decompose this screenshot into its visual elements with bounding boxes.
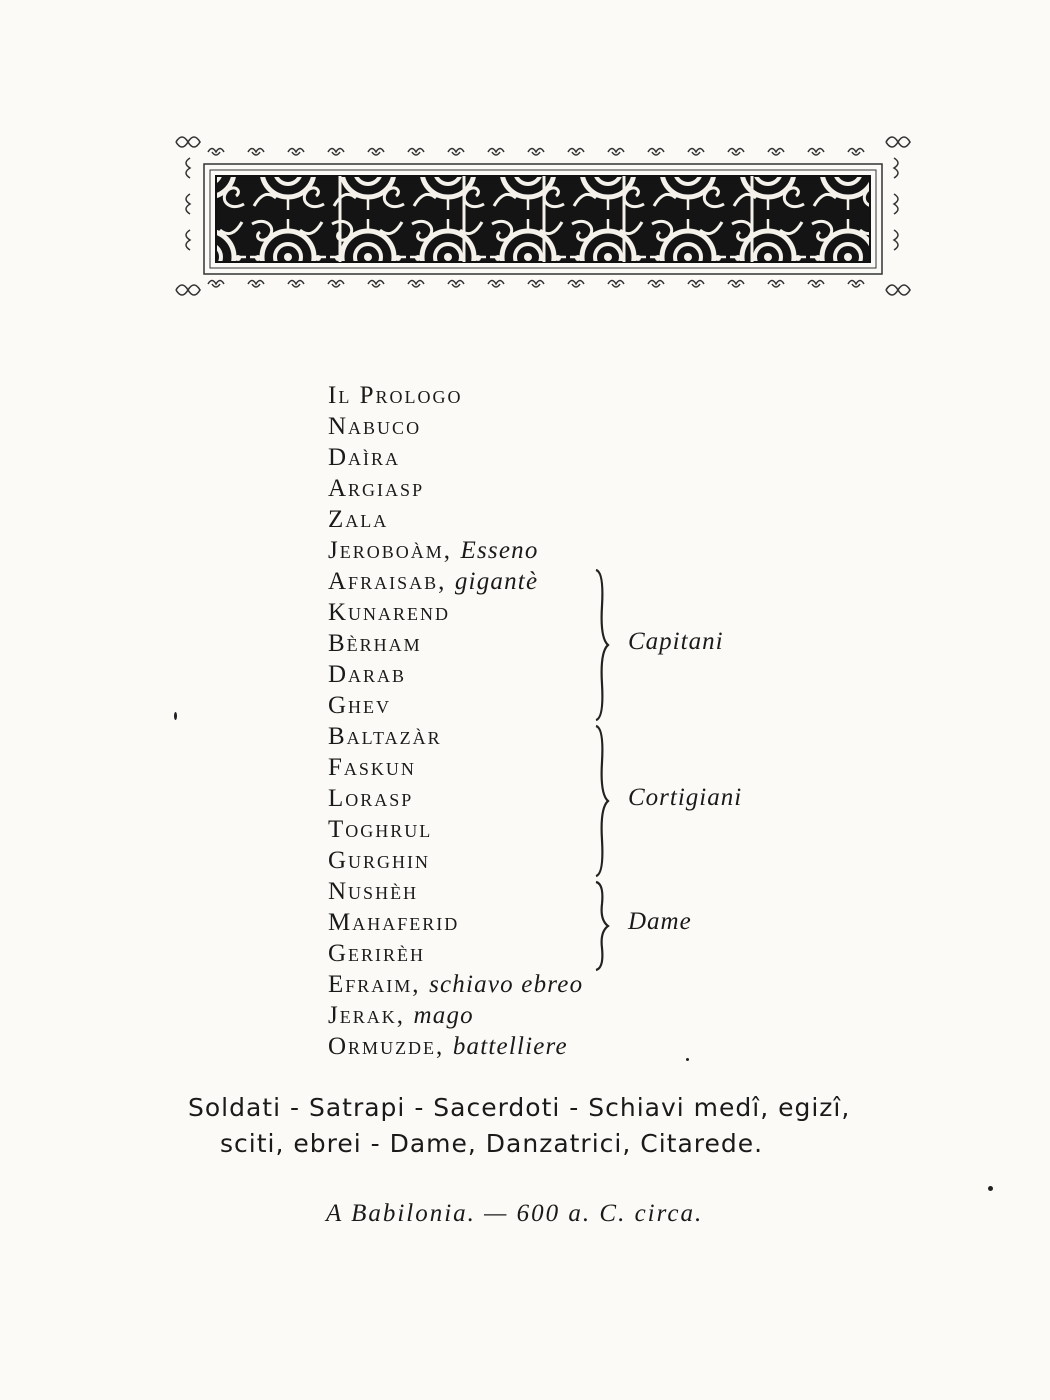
ornamental-headpiece (168, 128, 918, 306)
character-name: Mahaferid (328, 909, 460, 936)
character-name: Darab (328, 661, 407, 688)
cast-row (328, 814, 848, 845)
character-name: Baltazàr (328, 723, 442, 750)
cast-row (328, 380, 848, 411)
ink-speck (174, 712, 177, 720)
cast-row (328, 783, 848, 814)
ink-speck (988, 1186, 993, 1191)
character-name: Gurghin (328, 847, 431, 874)
character-name: Afraisab, (328, 568, 447, 595)
character-name: Nushèh (328, 878, 419, 905)
character-role: gigantè (454, 568, 539, 595)
group-label-dame: Dame (628, 908, 692, 935)
character-role: Esseno (460, 537, 539, 564)
character-name: Jeroboàm, (328, 537, 452, 564)
group-label-capitani: Capitani (628, 628, 724, 655)
cast-row (328, 845, 848, 876)
character-name: Bèrham (328, 630, 422, 657)
character-name: Nabuco (328, 413, 422, 440)
character-name: Il Prologo (328, 382, 463, 409)
cast-list (328, 380, 848, 1062)
cast-row (328, 659, 848, 690)
character-role: battelliere (452, 1033, 568, 1060)
character-name: Efraim, (328, 971, 421, 998)
extras-line-1: Soldati - Satrapi - Sacerdoti - Schiavi medî, egizî, (188, 1093, 851, 1122)
ink-speck (686, 1058, 689, 1061)
cast-row (328, 504, 848, 535)
cast-row (328, 597, 848, 628)
cast-row (328, 969, 848, 1000)
character-role: schiavo ebreo (429, 971, 584, 998)
extras-list (188, 1090, 908, 1162)
cast-row (328, 411, 848, 442)
cast-row (328, 442, 848, 473)
character-name: Gerirèh (328, 940, 426, 967)
cast-row (328, 566, 848, 597)
character-name: Lorasp (328, 785, 414, 812)
cast-row (328, 473, 848, 504)
extras-line-2: sciti, ebrei - Dame, Danzatrici, Citarede. (220, 1129, 764, 1158)
cast-row (328, 721, 848, 752)
brace-cortigiani (592, 722, 622, 880)
setting-line: A Babilonia. — 600 a. C. circa. (326, 1200, 704, 1227)
cast-row (328, 752, 848, 783)
cast-row (328, 535, 848, 566)
brace-dame (592, 878, 622, 974)
cast-row (328, 938, 848, 969)
cast-row (328, 1031, 848, 1062)
character-name: Zala (328, 506, 389, 533)
character-name: Ghev (328, 692, 392, 719)
cast-row (328, 1000, 848, 1031)
character-name: Jerak, (328, 1002, 405, 1029)
cast-row (328, 876, 848, 907)
group-label-cortigiani: Cortigiani (628, 784, 743, 811)
character-name: Daìra (328, 444, 401, 471)
cast-row (328, 690, 848, 721)
character-role: mago (413, 1002, 474, 1029)
character-name: Argiasp (328, 475, 425, 502)
cast-row (328, 628, 848, 659)
character-name: Ormuzde, (328, 1033, 445, 1060)
character-name: Toghrul (328, 816, 433, 843)
character-name: Faskun (328, 754, 416, 781)
brace-capitani (592, 566, 622, 724)
cast-row (328, 907, 848, 938)
character-name: Kunarend (328, 599, 451, 626)
